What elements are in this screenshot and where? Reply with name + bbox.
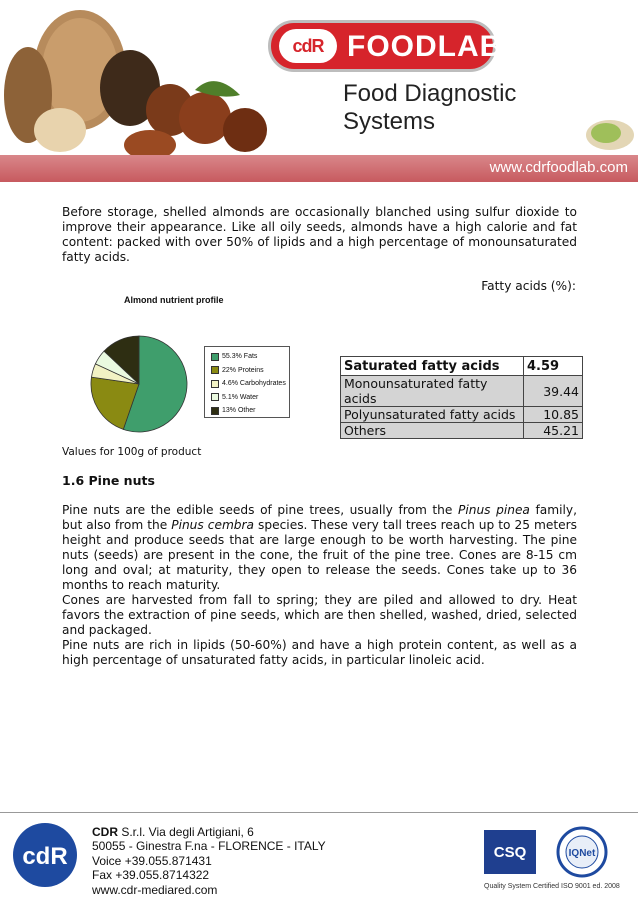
legend-label: 4.6% Carbohydrates — [222, 380, 286, 388]
table-cell-name: Others — [341, 423, 524, 439]
pie-slices — [91, 336, 187, 432]
chart-legend — [204, 346, 290, 418]
table-row — [341, 407, 583, 423]
species-name: Pinus pinea — [457, 503, 530, 517]
text-run: family, but also from the — [62, 503, 577, 532]
company-name-bold: CDR — [92, 825, 118, 839]
pine-nuts-paragraph — [62, 503, 577, 668]
table-cell-name: Polyunsaturated fatty acids — [341, 407, 524, 423]
brand-name: FOODLAB — [347, 30, 503, 63]
legend-label: 5.1% Water — [222, 393, 259, 401]
tagline — [343, 80, 543, 136]
table-cell-value: 10.85 — [524, 407, 583, 423]
quality-cert: Quality System Certified ISO 9001 ed. 2008 — [484, 883, 620, 890]
chart-title: Almond nutrient profile — [124, 295, 224, 305]
legend-swatch — [211, 366, 219, 374]
company-fax: Fax +39.055.8714322 — [92, 868, 210, 883]
company-voice: Voice +39.055.871431 — [92, 853, 212, 868]
legend-label: 13% Other — [222, 407, 256, 415]
tagline-line-2: Systems — [343, 108, 436, 135]
fatty-acids-table — [340, 356, 583, 439]
table-cell-value: 4.59 — [524, 357, 583, 376]
section-title: 1.6 Pine nuts — [62, 473, 155, 488]
legend-item — [211, 391, 289, 405]
table-cell-name: Saturated fatty acids — [341, 357, 524, 376]
iqnet-logo — [556, 826, 608, 878]
species-name: Pinus cembra — [171, 518, 255, 532]
company-address-1: S.r.l. Via degli Artigiani, 6 — [118, 825, 254, 839]
legend-label: 22% Proteins — [222, 366, 264, 374]
foodlab-logo — [268, 20, 503, 72]
footer-divider — [0, 812, 638, 813]
text-run: species. These very tall trees reach up to 25 meters height and produce seeds that are large enough to be worth harvesting. The pine nuts (seeds) are present in the cone, the fruit of the pine tree. Cones are 8-15 cm long and oval; at maturity, they open to release the seeds. Cones take up to 36 months to reach maturity. — [62, 518, 577, 592]
cdr-footer-logo-text: cdR — [22, 843, 68, 870]
values-note: Values for 100g of product — [62, 446, 202, 458]
cdr-footer-logo — [12, 822, 78, 888]
pistachio-photo — [584, 115, 636, 153]
legend-swatch — [211, 353, 219, 361]
table-header-row — [341, 357, 583, 376]
text-run: Pine nuts are the edible seeds of pine trees, usually from the — [62, 503, 458, 517]
nuts-photo — [0, 0, 280, 160]
company-address-2: 50055 - Ginestra F.na - FLORENCE - ITALY — [92, 839, 326, 854]
company-info — [92, 825, 326, 897]
fatty-acids-label: Fatty acids (%): — [481, 279, 576, 293]
cdr-logo-mark: cdR — [279, 29, 337, 63]
table-row — [341, 423, 583, 439]
legend-label: 55.3% Fats — [222, 353, 258, 361]
legend-item — [211, 404, 289, 418]
legend-item — [211, 364, 289, 378]
website-link[interactable]: www.cdrfoodlab.com — [489, 159, 628, 176]
csq-logo: CSQ — [484, 830, 536, 874]
table-cell-value: 39.44 — [524, 376, 583, 407]
table-cell-name: Monounsaturated fatty acids — [341, 376, 524, 407]
intro-paragraph: Before storage, shelled almonds are occasionally blanched using sulfur dioxide to improve their appearance. Like all oily seeds, almonds have a high calorie and fat content: packed with over 50% of lipids and a high percentage of monounsaturated fatty acids. — [62, 205, 577, 264]
legend-swatch — [211, 407, 219, 415]
legend-item — [211, 350, 289, 364]
text-run: Cones are harvested from fall to spring; they are piled and allowed to dry. Heat favors the extraction of pine seeds, which are then shelled, washed, dried, selected and packaged. — [62, 593, 577, 637]
table-cell-value: 45.21 — [524, 423, 583, 439]
legend-swatch — [211, 380, 219, 388]
company-name-line — [92, 825, 326, 839]
legend-swatch — [211, 393, 219, 401]
legend-item — [211, 377, 289, 391]
text-run: Pine nuts are rich in lipids (50-60%) and have a high protein content, as well as a high percentage of unsaturated fatty acids, in particular linoleic acid. — [62, 638, 577, 667]
tagline-line-1: Food Diagnostic — [343, 80, 517, 107]
page-header — [0, 0, 638, 182]
iqnet-logo-text: IQNet — [568, 848, 596, 859]
company-web[interactable]: www.cdr-mediared.com — [92, 882, 218, 897]
table-row — [341, 376, 583, 407]
